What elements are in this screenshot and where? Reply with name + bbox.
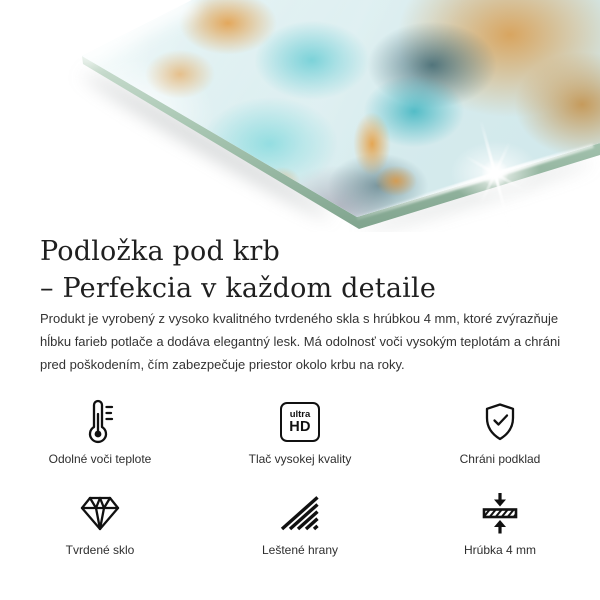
feature-label: Odolné voči teplote	[48, 452, 152, 466]
feature-label: Chráni podklad	[459, 452, 541, 466]
feature-label: Leštené hrany	[261, 543, 339, 557]
feature-print-quality	[200, 399, 400, 466]
thermometer-icon	[85, 399, 115, 445]
product-description: Produkt je vyrobený z vysoko kvalitného tvrdeného skla s hrúbkou 4 mm, ktoré zvýrazňuje hĺbku farieb potlače a dodáva elegantný lesk. Má odolnosť voči vysokým teplotám a chráni pred poškodením, čím zabezpečuje priestor okolo krbu na roky.	[40, 311, 561, 372]
page-title	[40, 233, 436, 307]
feature-protects-floor	[400, 399, 600, 466]
feature-grid	[0, 399, 600, 557]
product-photo	[0, 0, 600, 232]
feature-polished-edges	[200, 490, 400, 557]
feature-heat-resistant	[0, 399, 200, 466]
shield-check-icon	[482, 399, 518, 445]
feature-label: Hrúbka 4 mm	[463, 543, 537, 557]
page-title-line1: Podložka pod krb	[40, 236, 280, 267]
ultra-hd-icon	[280, 399, 320, 445]
ultra-hd-text-top: ultra	[289, 408, 311, 420]
feature-thickness	[400, 490, 600, 557]
feature-label: Tlač vysokej kvality	[248, 452, 352, 466]
feature-label: Tvrdené sklo	[65, 543, 135, 557]
feature-tempered-glass	[0, 490, 200, 557]
page-title-line2: – Perfekcia v každom detaile	[40, 273, 436, 304]
thickness-icon	[480, 490, 520, 536]
polished-edges-icon	[280, 490, 320, 536]
ultra-hd-text-bottom: HD	[289, 418, 311, 435]
diamond-icon	[78, 490, 122, 536]
